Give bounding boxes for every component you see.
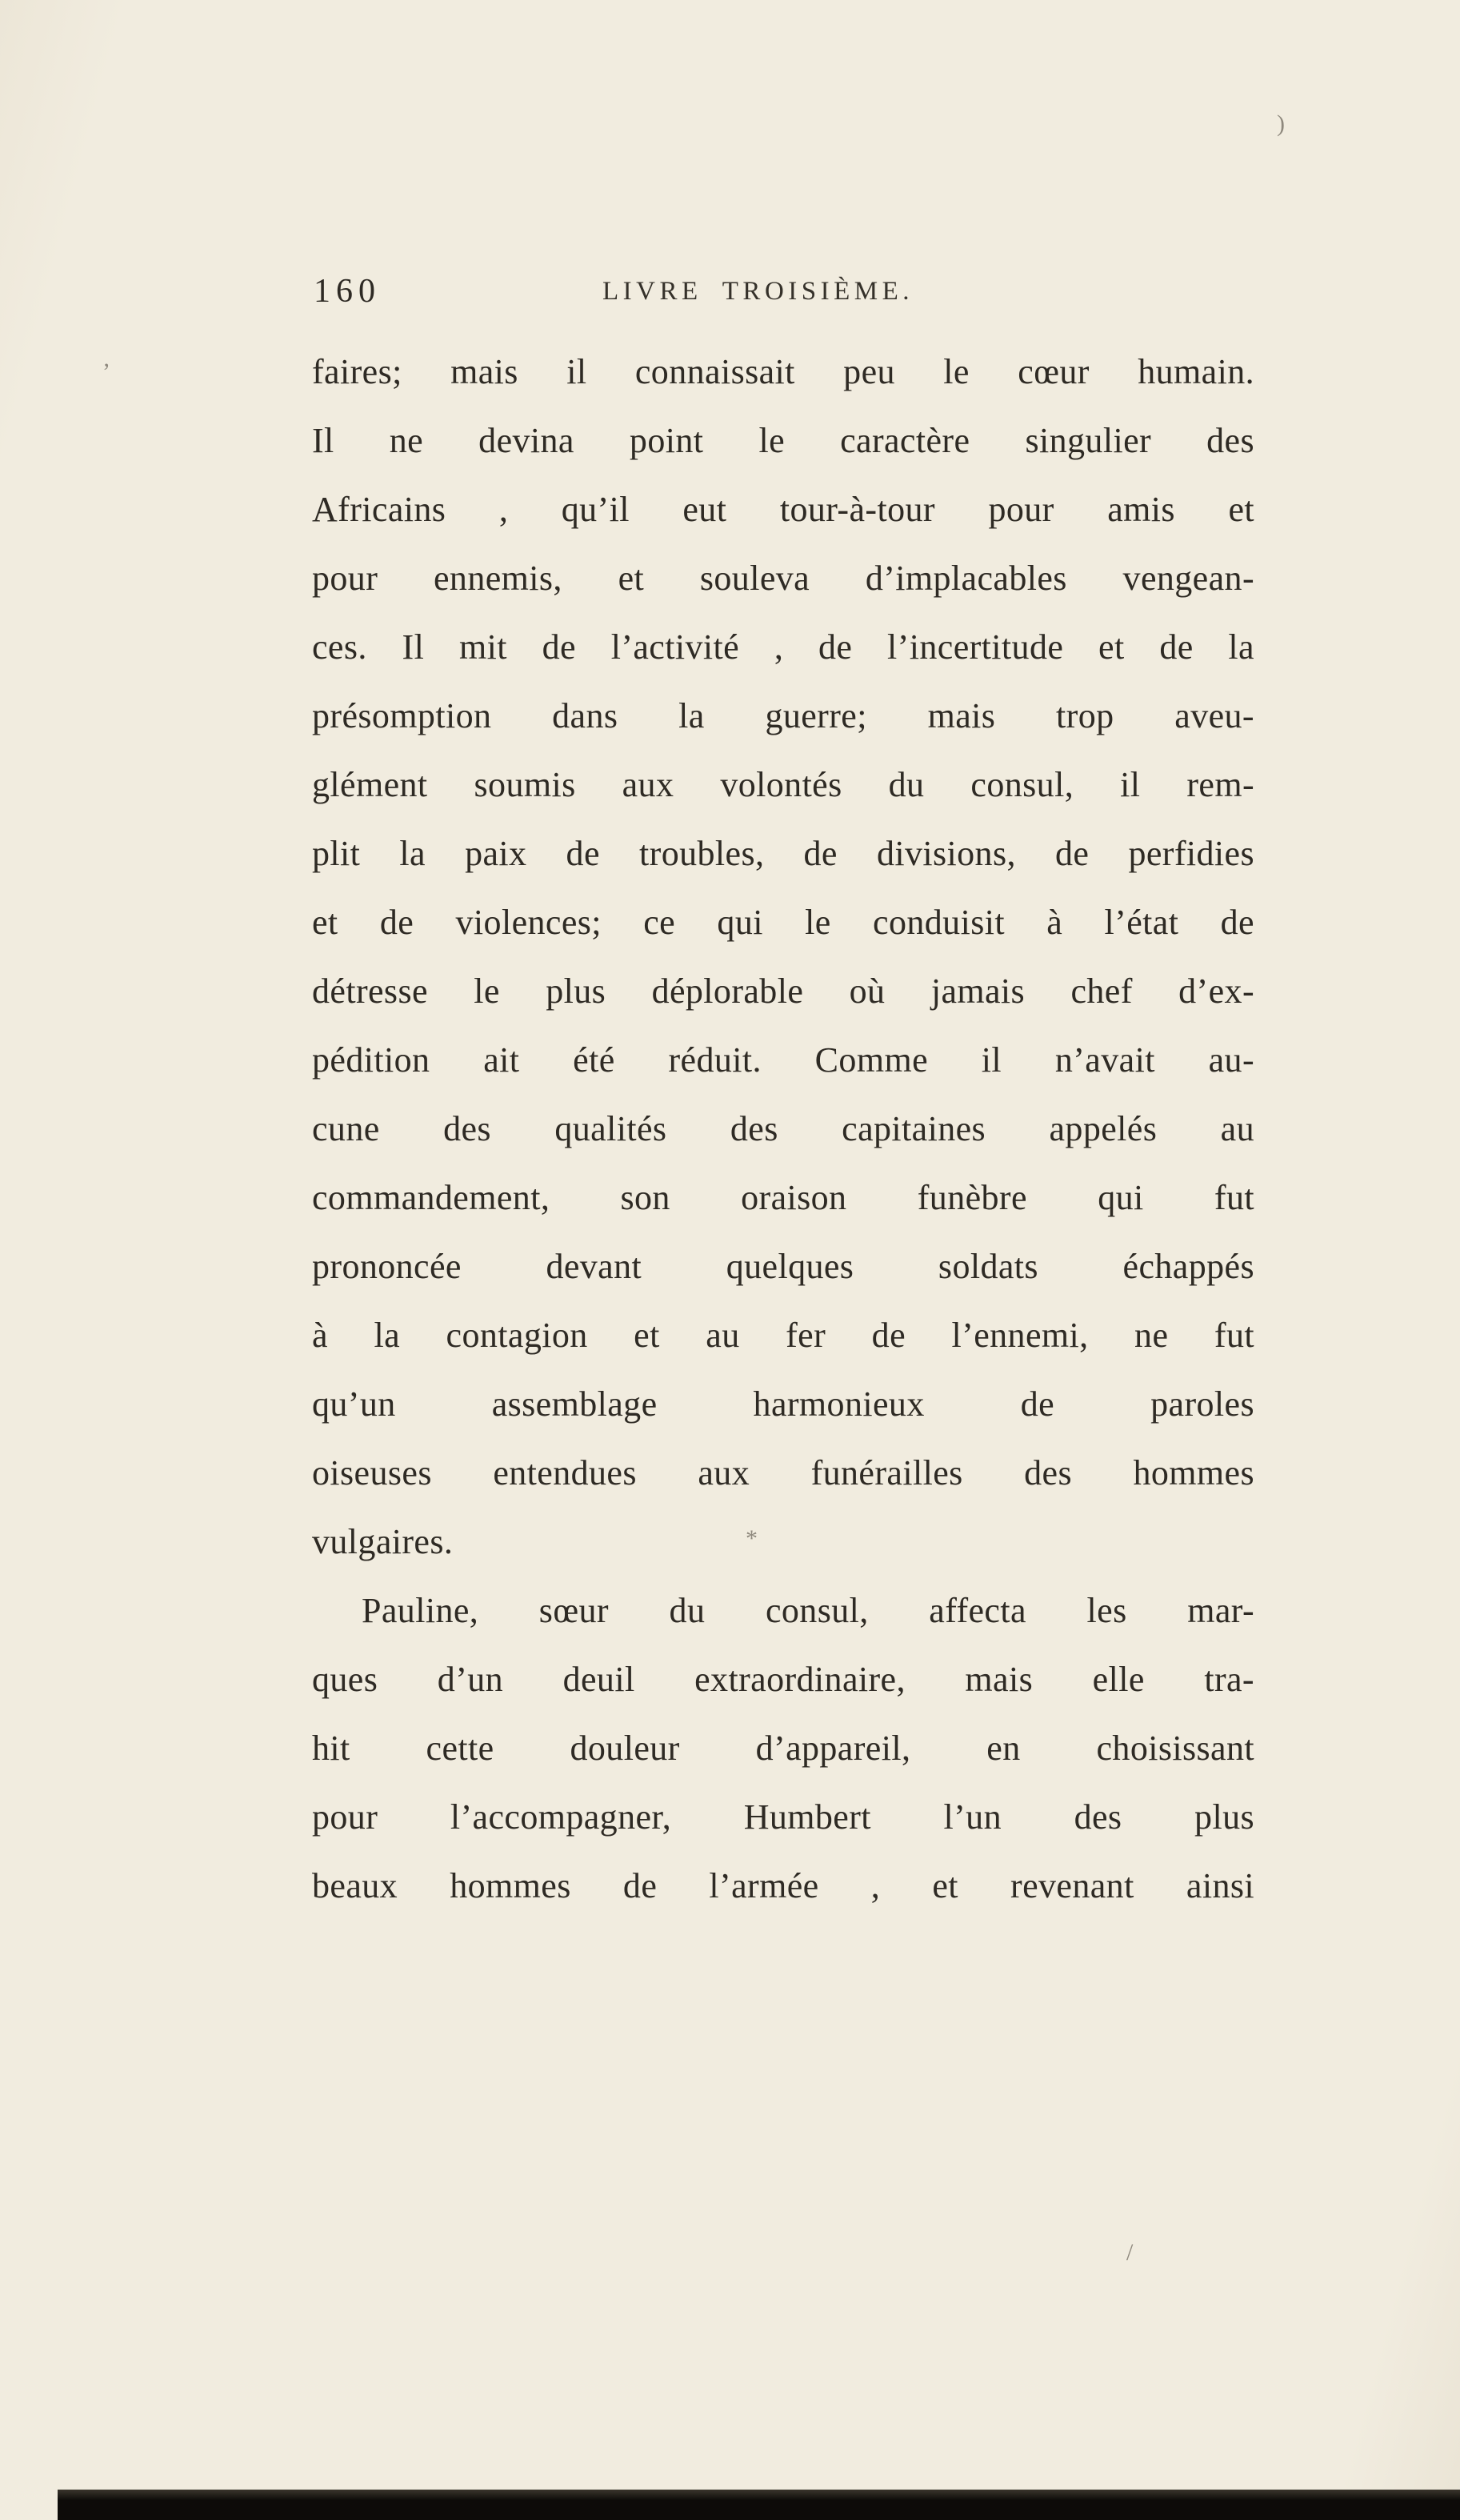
text-line: cune des qualités des capitaines appelés au — [312, 1109, 1254, 1148]
text-line: prononcée devant quelques soldats échappés — [312, 1247, 1254, 1286]
text-line: pour ennemis, et souleva d’implacables vengean- — [312, 559, 1254, 598]
chapter-header: LIVRE TROISIÈME. — [602, 277, 914, 306]
scan-artifact: ) — [1277, 110, 1285, 137]
running-head — [312, 270, 1252, 319]
scan-artifact: / — [1126, 2239, 1134, 2266]
text-line: glément soumis aux volontés du consul, il rem- — [312, 765, 1254, 804]
text-line: pédition ait été réduit. Comme il n’avait au- — [312, 1040, 1254, 1080]
text-line: hit cette douleur d’appareil, en choisissant — [312, 1729, 1254, 1768]
text-line: ques d’un deuil extraordinaire, mais elle tra- — [312, 1660, 1254, 1699]
text-line: vulgaires. — [312, 1522, 454, 1561]
text-line: ces. Il mit de l’activité , de l’incertitude et de la — [312, 627, 1254, 667]
body-text — [312, 338, 1254, 1921]
text-line: Il ne devina point le caractère singulier des — [312, 421, 1254, 460]
text-line: Pauline, sœur du consul, affecta les mar- — [362, 1591, 1254, 1630]
text-line: présomption dans la guerre; mais trop aveu- — [312, 696, 1254, 735]
text-line: Africains , qu’il eut tour-à-tour pour amis et — [312, 490, 1254, 529]
text-line: oiseuses entendues aux funérailles des hommes — [312, 1453, 1254, 1492]
scan-artifact: * — [746, 1525, 758, 1552]
text-line: commandement, son oraison funèbre qui fut — [312, 1178, 1254, 1217]
text-line: faires; mais il connaissait peu le cœur humain. — [312, 352, 1254, 391]
text-line: à la contagion et au fer de l’ennemi, ne fut — [312, 1316, 1254, 1355]
text-line: beaux hommes de l’armée , et revenant ainsi — [312, 1866, 1254, 1905]
page-number: 160 — [314, 273, 381, 310]
text-line: pour l’accompagner, Humbert l’un des plus — [312, 1797, 1254, 1837]
text-line: détresse le plus déplorable où jamais chef d’ex- — [312, 972, 1254, 1011]
text-line: et de violences; ce qui le conduisit à l’état de — [312, 903, 1254, 942]
scan-artifact: ’ — [102, 359, 110, 385]
text-line: qu’un assemblage harmonieux de paroles — [312, 1384, 1254, 1424]
scan-edge-bar — [58, 2490, 1460, 2520]
text-line: plit la paix de troubles, de divisions, de perfidies — [312, 834, 1254, 873]
